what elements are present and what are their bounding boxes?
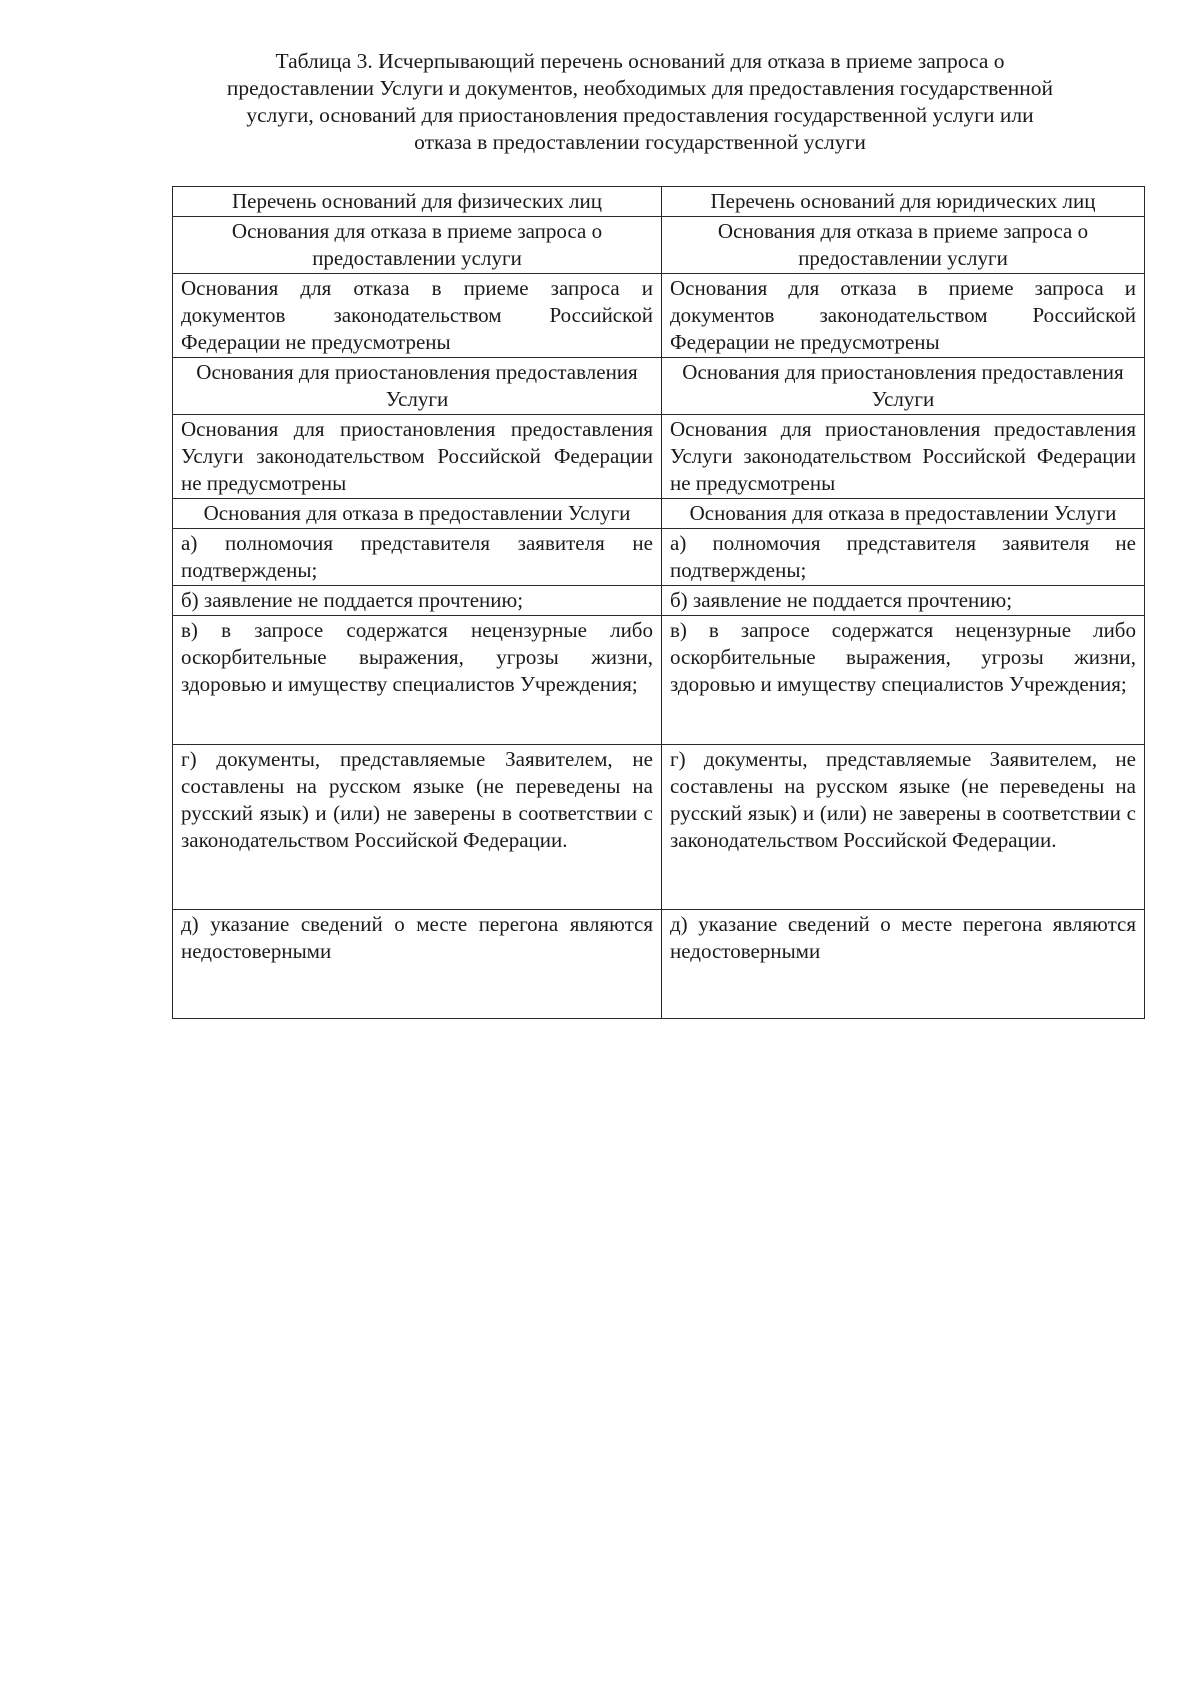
table-caption (160, 48, 1120, 156)
table-cell: Основания для отказа в приеме запроса и документов законодательством Российской Федерации не предусмотрены (173, 274, 662, 358)
table-row (173, 910, 1145, 1019)
table-row (173, 586, 1145, 616)
table-cell: в) в запросе содержатся нецензурные либо оскорбительные выражения, угрозы жизни, здоровью и имуществу специалистов Учреждения; (173, 616, 662, 745)
table-row (173, 415, 1145, 499)
table-cell: б) заявление не поддается прочтению; (662, 586, 1145, 616)
table-row (173, 745, 1145, 910)
section-heading: Основания для отказа в предоставлении Услуги (173, 499, 662, 529)
table-header-row (173, 187, 1145, 217)
table-cell: г) документы, представляемые Заявителем, не составлены на русском языке (не переведены на русский язык) и (или) не заверены в соответствии с законодательством Российской Федерации. (173, 745, 662, 910)
caption-line: предоставлении Услуги и документов, необходимых для предоставления государственной (226, 76, 1054, 100)
section-heading: Основания для отказа в приеме запроса о предоставлении услуги (173, 217, 662, 274)
table-cell: б) заявление не поддается прочтению; (173, 586, 662, 616)
section-heading: Основания для отказа в предоставлении Услуги (662, 499, 1145, 529)
table-cell: Основания для отказа в приеме запроса и документов законодательством Российской Федерации не предусмотрены (662, 274, 1145, 358)
section-row-suspension (173, 358, 1145, 415)
table-cell: д) указание сведений о месте перегона являются недостоверными (662, 910, 1145, 1019)
table-row (173, 529, 1145, 586)
section-row-refusal-service (173, 499, 1145, 529)
caption-line: Таблица 3. Исчерпывающий перечень оснований для отказа в приеме запроса о (275, 49, 1005, 73)
caption-line: услуги, оснований для приостановления предоставления государственной услуги или (246, 103, 1034, 127)
table-cell: а) полномочия представителя заявителя не подтверждены; (173, 529, 662, 586)
section-row-refusal-acceptance (173, 217, 1145, 274)
section-heading: Основания для приостановления предоставления Услуги (662, 358, 1145, 415)
column-header-legal-entities: Перечень оснований для юридических лиц (662, 187, 1145, 217)
column-header-individuals: Перечень оснований для физических лиц (173, 187, 662, 217)
table-cell: в) в запросе содержатся нецензурные либо оскорбительные выражения, угрозы жизни, здоровью и имуществу специалистов Учреждения; (662, 616, 1145, 745)
table-cell: г) документы, представляемые Заявителем, не составлены на русском языке (не переведены на русский язык) и (или) не заверены в соответствии с законодательством Российской Федерации. (662, 745, 1145, 910)
table-cell: д) указание сведений о месте перегона являются недостоверными (173, 910, 662, 1019)
table-cell: Основания для приостановления предоставления Услуги законодательством Российской Федерации не предусмотрены (173, 415, 662, 499)
grounds-table (172, 186, 1145, 1019)
table-row (173, 616, 1145, 745)
table-cell: Основания для приостановления предоставления Услуги законодательством Российской Федерации не предусмотрены (662, 415, 1145, 499)
caption-line: отказа в предоставлении государственной услуги (414, 130, 866, 154)
table-row (173, 274, 1145, 358)
table-cell: а) полномочия представителя заявителя не подтверждены; (662, 529, 1145, 586)
section-heading: Основания для отказа в приеме запроса о предоставлении услуги (662, 217, 1145, 274)
section-heading: Основания для приостановления предоставления Услуги (173, 358, 662, 415)
